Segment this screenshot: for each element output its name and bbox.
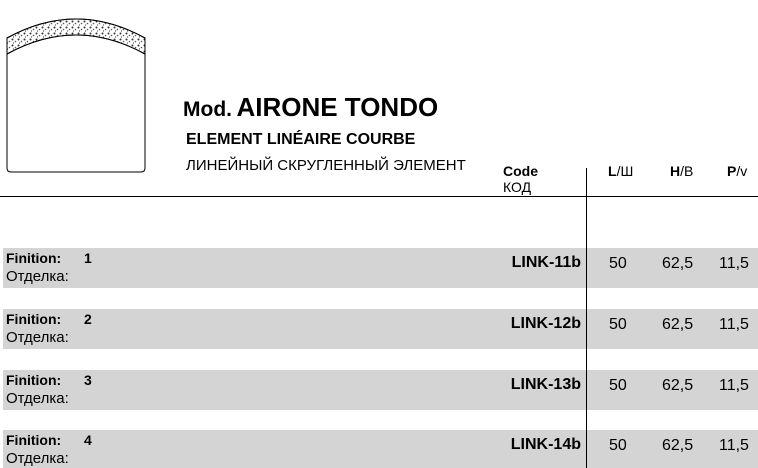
- product-code: LINK-12b: [510, 315, 581, 332]
- model-name: AIRONE TONDO: [236, 92, 439, 122]
- product-title: [183, 94, 438, 120]
- height-value: 62,5: [662, 437, 694, 454]
- finition-label: Finition:: [6, 432, 62, 448]
- depth-header-cyr: /v: [736, 163, 748, 179]
- product-code: LINK-11b: [511, 254, 581, 271]
- length-value: 50: [609, 255, 627, 272]
- table-row: [3, 248, 758, 288]
- header-divider: [0, 196, 758, 197]
- height-header-cyr: /В: [680, 163, 694, 179]
- finition-label: Finition:: [6, 250, 62, 266]
- finition-number: 3: [84, 372, 92, 388]
- subtitle-french: ELEMENT LINÉAIRE COURBE: [186, 131, 416, 148]
- finition-number: 4: [84, 432, 92, 448]
- finition-number: 1: [84, 250, 92, 266]
- finition-label-ru: Отделка:: [6, 329, 69, 346]
- finition-label-ru: Отделка:: [6, 390, 69, 407]
- height-header-lat: H: [670, 163, 681, 179]
- finition-label: Finition:: [6, 311, 62, 327]
- model-prefix: Mod.: [183, 98, 232, 121]
- length-column-header: [608, 163, 633, 179]
- finition-number: 2: [84, 311, 92, 327]
- depth-value: 11,5: [719, 377, 749, 394]
- table-row: [3, 309, 758, 349]
- finition-label-ru: Отделка:: [6, 268, 69, 285]
- code-header-label-ru: КОД: [503, 179, 532, 195]
- table-row: [3, 430, 758, 468]
- height-column-header: [670, 163, 693, 179]
- depth-value: 11,5: [719, 437, 749, 454]
- length-header-cyr: /Ш: [616, 163, 634, 179]
- height-value: 62,5: [662, 316, 694, 333]
- depth-header-lat: P: [727, 163, 737, 179]
- product-code: LINK-13b: [510, 376, 581, 393]
- depth-value: 11,5: [719, 316, 749, 333]
- subtitle-russian: ЛИНЕЙНЫЙ СКРУГЛЕННЫЙ ЭЛЕМЕНТ: [186, 157, 466, 174]
- length-header-lat: L: [608, 163, 617, 179]
- length-value: 50: [609, 316, 627, 333]
- length-value: 50: [609, 377, 627, 394]
- depth-column-header: [727, 163, 747, 179]
- product-code: LINK-14b: [510, 436, 581, 453]
- curved-element-sketch-icon: [5, 8, 147, 173]
- length-value: 50: [609, 437, 627, 454]
- height-value: 62,5: [662, 255, 694, 272]
- depth-value: 11,5: [719, 255, 749, 272]
- finition-label: Finition:: [6, 372, 62, 388]
- code-column-header: [503, 163, 538, 194]
- code-column-divider: [586, 168, 587, 468]
- code-header-label: Code: [503, 163, 538, 179]
- height-value: 62,5: [662, 377, 694, 394]
- finition-label-ru: Отделка:: [6, 450, 69, 467]
- table-row: [3, 370, 758, 410]
